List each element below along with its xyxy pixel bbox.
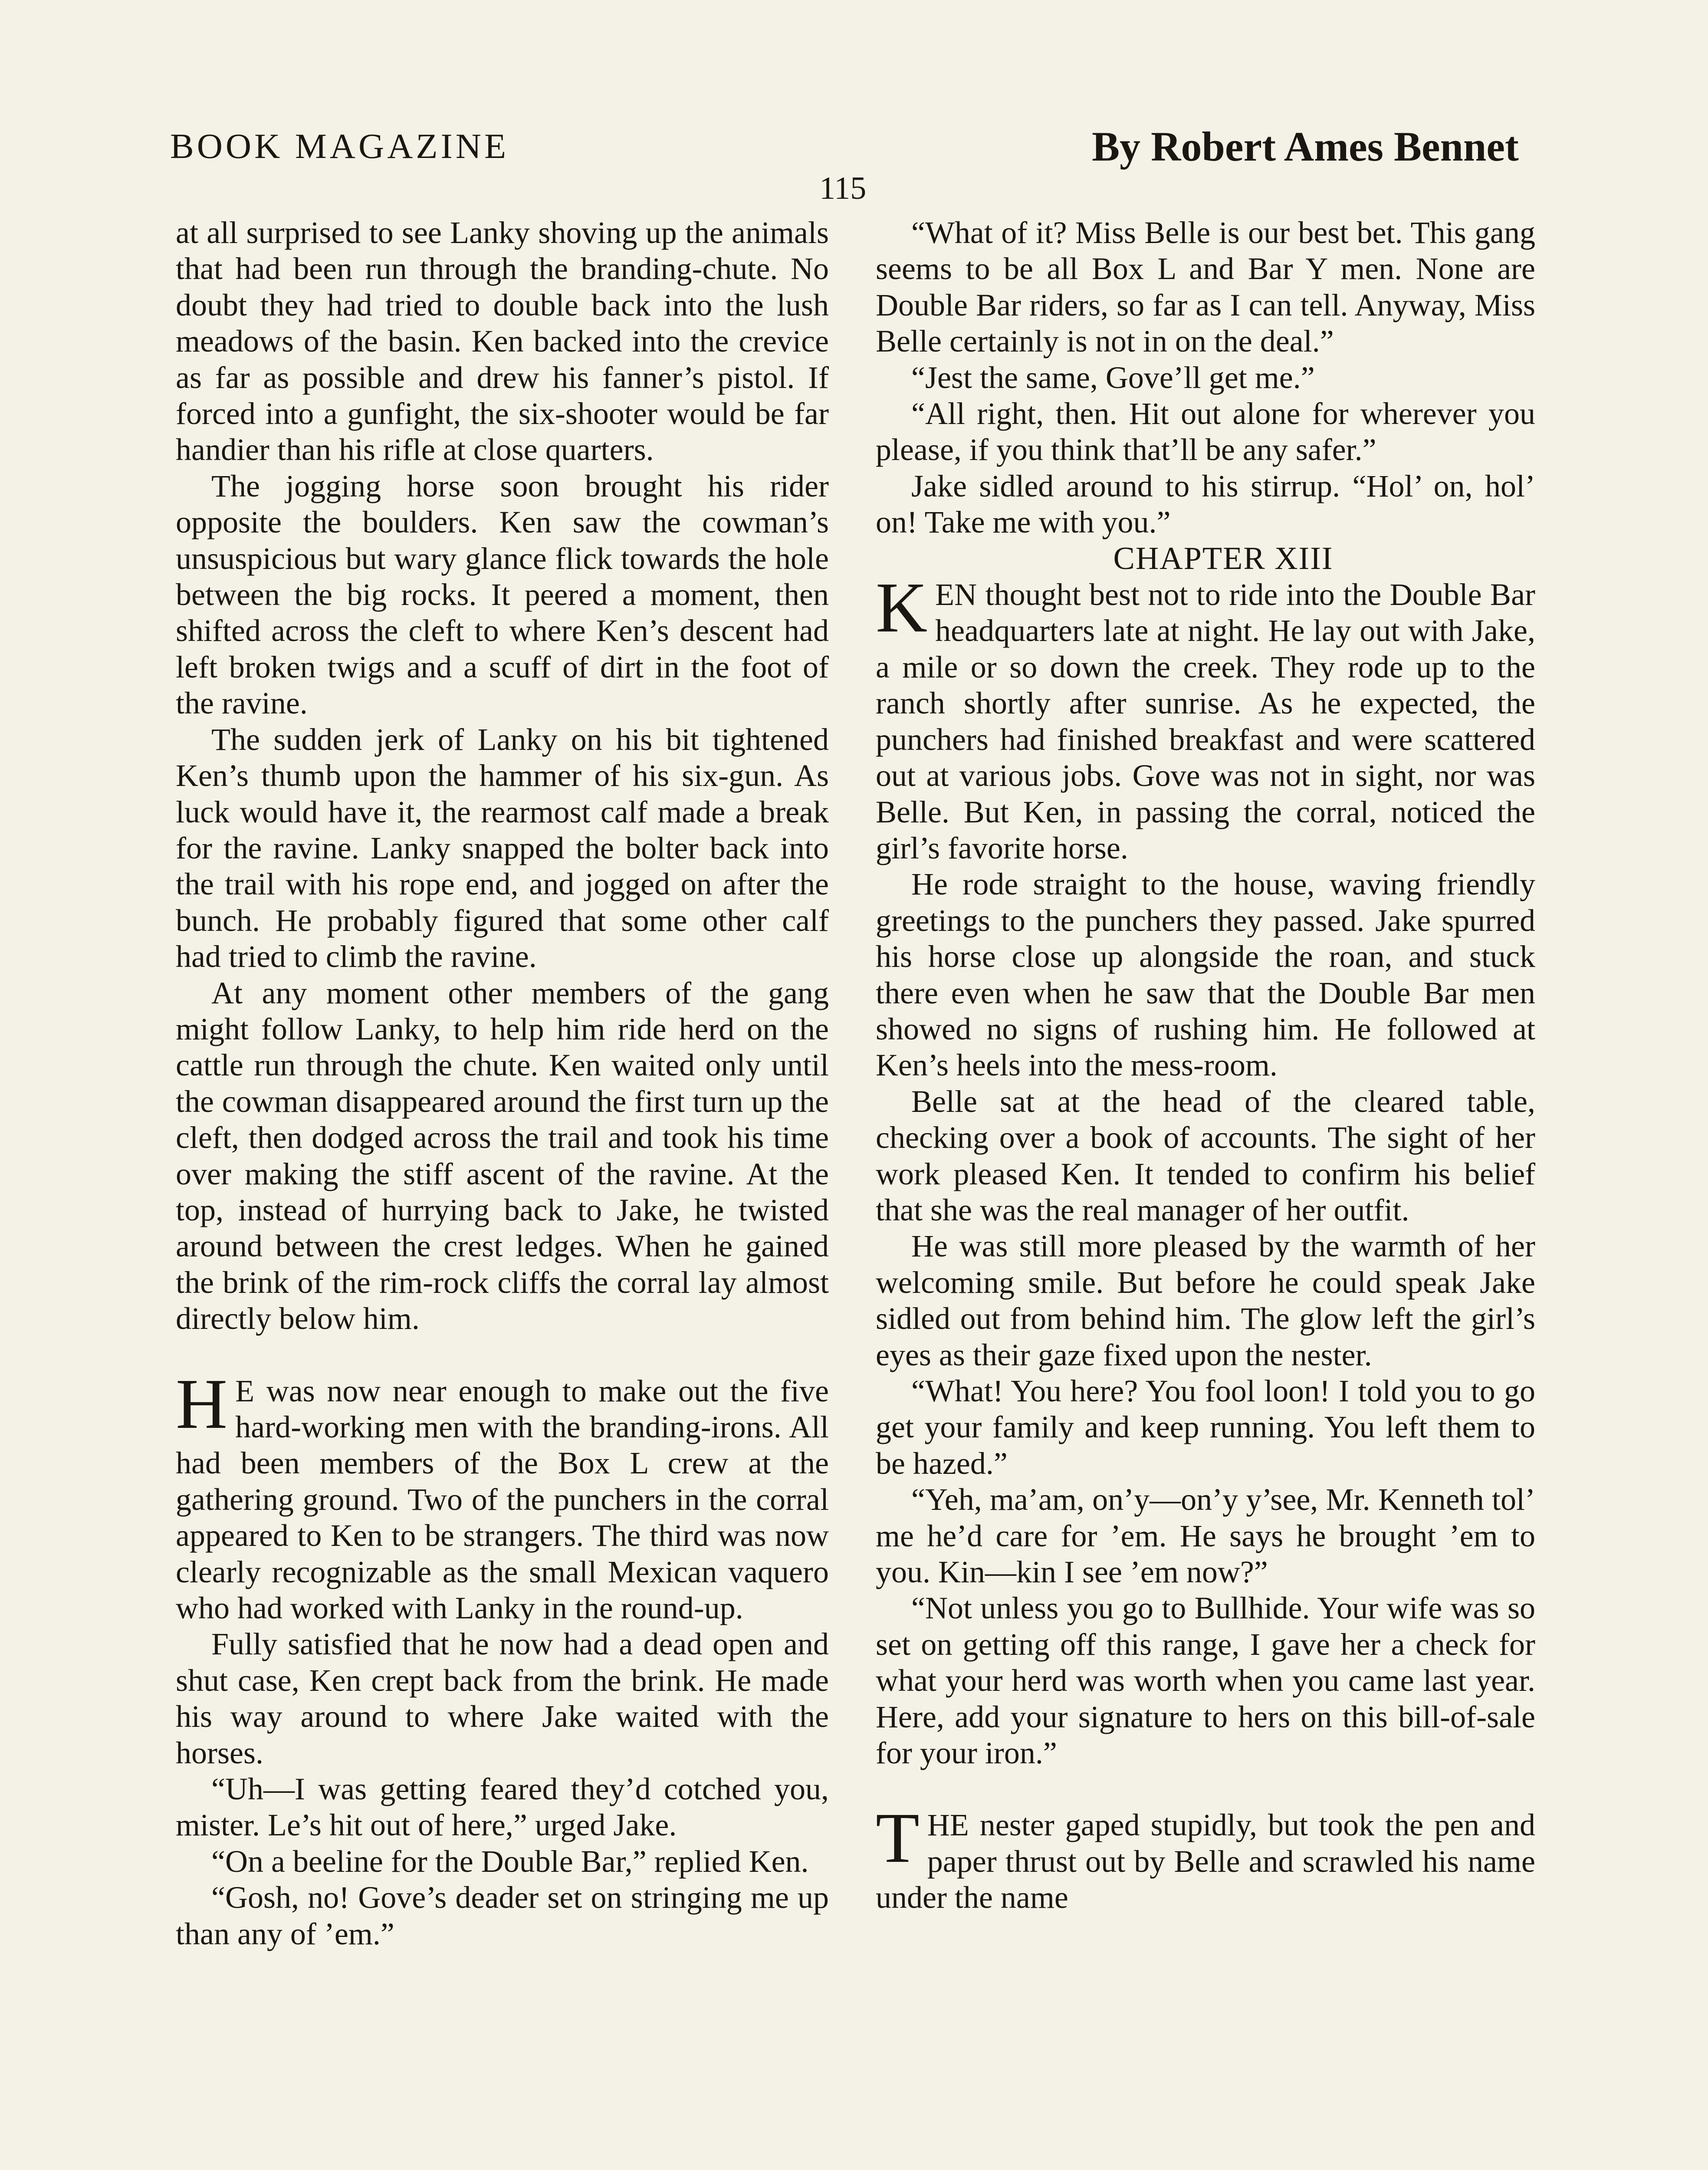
section-break-paragraph [876, 1798, 1535, 1916]
page-number: 115 [819, 171, 867, 206]
paragraph: The sudden jerk of Lanky on his bit tightened Ken’s thumb upon the hammer of his six-gun. As luck would have it, the rearmost calf made a break for the ravine. Lanky snapped the bolter back into the trail with his rope end, and jogged on after the bunch. He probably figured that some other calf had tried to climb the ravine. [176, 722, 829, 974]
paragraph: at all surprised to see Lanky shoving up the animals that had been run through the branding-chute. No doubt they had tried to double back into the lush meadows of the basin. Ken backed into the crevice as far as possible and drew his fanner’s pistol. If forced into a gunfight, the six-shooter would be far handier than his rifle at close quarters. [176, 215, 829, 467]
chapter-opening-paragraph [876, 568, 1535, 866]
section-break-paragraph [176, 1364, 829, 1627]
drop-cap: K [876, 568, 928, 648]
magazine-title: BOOK MAGAZINE [170, 126, 509, 166]
author-byline: By Robert Ames Bennet [1092, 123, 1519, 170]
paragraph: Jake sidled around to his stirrup. “Hol’ on, hol’ on! Take me with you.” [876, 468, 1535, 540]
paragraph: “Uh—I was getting feared they’d cotched you, mister. Le’s hit out of here,” urged Jake. [176, 1772, 829, 1843]
paragraph: “Gosh, no! Gove’s deader set on stringing me up than any of ’em.” [176, 1880, 829, 1951]
paragraph: He was still more pleased by the warmth of her welcoming smile. But before he could speak Jake sidled out from behind him. The glow left the girl’s eyes as their gaze fixed upon the nester. [876, 1229, 1535, 1372]
paragraph: The jogging horse soon brought his rider opposite the boulders. Ken saw the cowman’s unsuspicious but wary glance flick towards the hole between the big rocks. It peered a moment, then shifted across the cleft to where Ken’s descent had left broken twigs and a scuff of dirt in the foot of the ravine. [176, 468, 829, 721]
paragraph: “What of it? Miss Belle is our best bet. This gang seems to be all Box L and Bar Y men. None are Double Bar riders, so far as I can tell. Anyway, Miss Belle certainly is not in on the deal.” [876, 215, 1535, 359]
paragraph: “Yeh, ma’am, on’y—on’y y’see, Mr. Kenneth tol’ me he’d care for ’em. He says he brought ’em to you. Kin—kin I see ’em now?” [876, 1482, 1535, 1590]
paragraph-text: E was now near enough to make out the five hard-working men with the branding-irons. All had been members of the Box L crew at the gathering ground. Two of the punchers in the corral appeared to Ken to be strangers. The third was now clearly recognizable as the small Mexican vaquero who had worked with Lanky in the round-up. [176, 1373, 829, 1626]
left-column [176, 215, 829, 1952]
paragraph: “Not unless you go to Bullhide. Your wife was so set on getting off this range, I gave her a check for what your herd was worth when you came last year. Here, add your signature to hers on this bill-of-sale for your iron.” [876, 1591, 1535, 1771]
drop-cap: H [176, 1364, 228, 1443]
paragraph-text: HE nester gaped stupidly, but took the pen and paper thrust out by Belle and scrawled his name under the name [876, 1808, 1535, 1915]
right-column [876, 215, 1535, 1916]
paragraph: “Jest the same, Gove’ll get me.” [911, 360, 1315, 395]
paragraph: Belle sat at the head of the cleared table, checking over a book of accounts. The sight of her work pleased Ken. It tended to confirm his belief that she was the real manager of her outfit. [876, 1084, 1535, 1227]
paragraph: He rode straight to the house, waving friendly greetings to the punchers they passed. Jake spurred his horse close up alongside the roan, and stuck there even when he saw that the Double Bar men showed no signs of rushing him. He followed at Ken’s heels into the mess-room. [876, 867, 1535, 1083]
paragraph-text: EN thought best not to ride into the Double Bar headquarters late at night. He lay out with Jake, a mile or so down the creek. They rode up to the ranch shortly after sunrise. As he expected, the punchers had finished breakfast and were scattered out at various jobs. Gove was not in sight, nor was Belle. But Ken, in passing the corral, noticed the girl’s favorite horse. [876, 577, 1535, 865]
drop-cap: T [876, 1798, 920, 1878]
paragraph: Fully satisfied that he now had a dead open and shut case, Ken crept back from the brink. He made his way around to where Jake waited with the horses. [176, 1627, 829, 1770]
chapter-heading: CHAPTER XIII [1113, 540, 1334, 576]
paragraph: “On a beeline for the Double Bar,” replied Ken. [211, 1844, 809, 1879]
paragraph: “What! You here? You fool loon! I told you to go get your family and keep running. You left them to be hazed.” [876, 1374, 1535, 1481]
paragraph: “All right, then. Hit out alone for wherever you please, if you think that’ll be any safer.” [876, 396, 1535, 467]
paragraph: At any moment other members of the gang might follow Lanky, to help him ride herd on the cattle run through the chute. Ken waited only until the cowman disappeared around the first turn up the cleft, then dodged across the trail and took his time over making the stiff ascent of the ravine. At the top, instead of hurrying back to Jake, he twisted around between the crest ledges. When he gained the brink of the rim-rock cliffs the corral lay almost directly below him. [176, 975, 829, 1336]
